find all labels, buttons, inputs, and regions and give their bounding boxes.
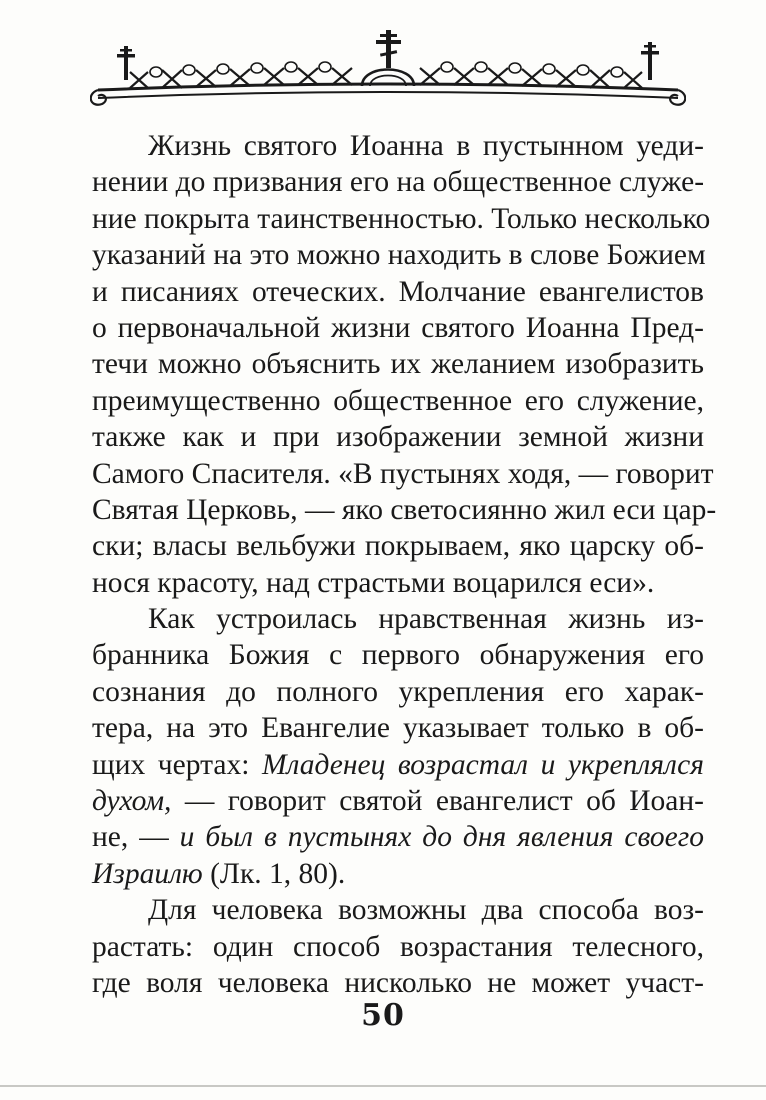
scripture-quote: Израилю — [92, 857, 203, 890]
text-line: Жизнь святого Иоанна в пустынном уеди- — [148, 130, 704, 162]
text-line: нося красоту, над страстьми воцарился еси». — [92, 566, 655, 599]
page-edge — [0, 1085, 766, 1087]
text-line: растать: один способ возрастания телесного, — [92, 930, 704, 963]
body-text — [92, 128, 717, 1001]
text-line: бранника Божия с первого обнаружения его — [92, 639, 704, 672]
scripture-quote: духом, — [92, 785, 172, 818]
scripture-quote: Младенец возрастал и укреплялся — [261, 748, 704, 781]
text-line — [92, 783, 704, 819]
text-line: указаний на это можно находить в слове Божием — [92, 239, 706, 272]
text-line: ски; власы вельбужи покрываем, яко царску об- — [92, 530, 704, 563]
text-segment: щих чертах: — [92, 748, 262, 781]
page-number: 50 — [361, 998, 405, 1033]
scripture-reference: (Лк. 1, 80). — [202, 857, 346, 890]
text-line: сознания до полного укрепления его харак- — [92, 675, 704, 708]
text-line: течи можно объяснить их желанием изобразить — [92, 348, 704, 381]
text-line: также как и при изображении земной жизни — [92, 421, 704, 454]
scripture-quote: и был в пустынях до дня явления своего — [179, 821, 704, 854]
text-line: нении до призвания его на общественное служе- — [92, 166, 705, 199]
header-ornament-icon — [90, 28, 686, 110]
text-line — [92, 747, 704, 783]
text-line: Для человека возможны два способа воз- — [148, 894, 704, 927]
text-line: и писаниях отеческих. Молчание евангелистов — [92, 275, 704, 308]
text-line: преимущественно общественное его служение, — [92, 384, 704, 417]
text-line — [92, 819, 704, 855]
text-line: Как устроилась нравственная жизнь из- — [148, 603, 704, 636]
text-line: где воля человека нисколько не может участ- — [92, 966, 704, 999]
text-line: о первоначальной жизни святого Иоанна Пред- — [92, 311, 704, 344]
text-line: Святая Церковь, — яко светосиянно жил еси цар- — [92, 493, 717, 526]
text-line: Самого Спасителя. «В пустынях ходя, — говорит — [92, 457, 714, 490]
text-line: ние покрыта таинственностью. Только несколько — [92, 202, 711, 235]
text-segment: не, — — [92, 821, 180, 854]
text-line — [92, 856, 704, 892]
text-segment: — говорит святой евангелист об Иоан- — [171, 785, 704, 818]
text-line: тера, на это Евангелие указывает только в об- — [92, 712, 704, 745]
